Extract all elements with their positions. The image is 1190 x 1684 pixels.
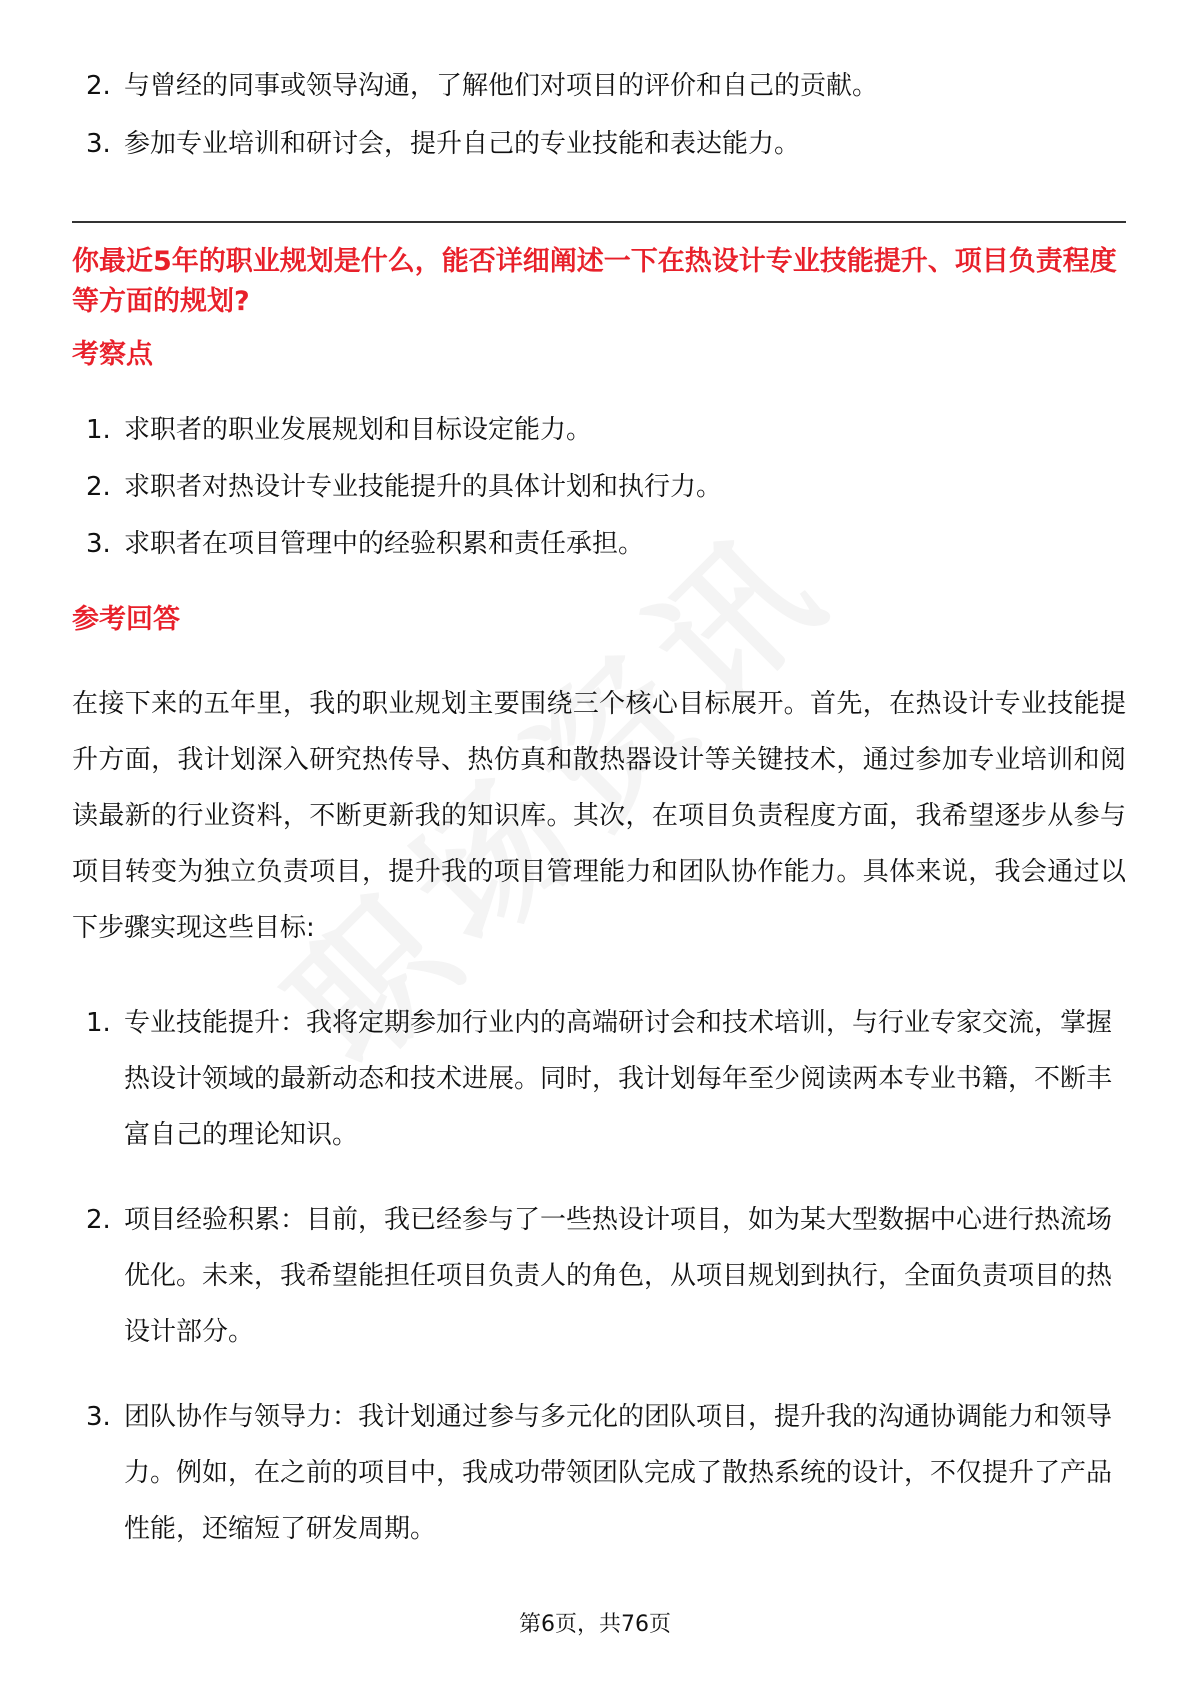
list-item	[86, 66, 1126, 106]
list-text: 求职者在项目管理中的经验积累和责任承担。	[124, 529, 645, 559]
list-item	[86, 124, 1126, 164]
answer-steps-list	[86, 995, 1126, 1586]
list-item	[86, 524, 1126, 564]
list-number: 2.	[86, 472, 111, 502]
reference-answer-paragraph: 在接下来的五年里，我的职业规划主要围绕三个核心目标展开。首先，在热设计专业技能提升方面，我计划深入研究热传导、热仿真和散热器设计等关键技术，通过参加专业培训和阅读最新的行业资料，不断更新我的知识库。其次，在项目负责程度方面，我希望逐步从参与项目转变为独立负责项目，提升我的项目管理能力和团队协作能力。具体来说，我会通过以下步骤实现这些目标:	[72, 689, 1126, 943]
list-text: 求职者对热设计专业技能提升的具体计划和执行力。	[124, 472, 723, 502]
list-item	[86, 1192, 1126, 1360]
list-text: 求职者的职业发展规划和目标设定能力。	[124, 415, 593, 445]
list-text: 项目经验积累：目前，我已经参与了一些热设计项目，如为某大型数据中心进行热流场优化。未来，我希望能担任项目负责人的角色，从项目规划到执行，全面负责项目的热设计部分。	[124, 1205, 1113, 1347]
page-number-footer: 第6页，共76页	[519, 1612, 671, 1637]
assessment-points-heading: 考察点	[72, 339, 153, 370]
interview-question: 你最近5年的职业规划是什么，能否详细阐述一下在热设计专业技能提升、项目负责程度等方面的规划?	[72, 246, 1117, 317]
reference-answer-heading: 参考回答	[72, 604, 180, 635]
list-text: 参加专业培训和研讨会，提升自己的专业技能和表达能力。	[124, 129, 801, 159]
list-number: 3.	[86, 1402, 111, 1432]
list-number: 1.	[86, 1008, 111, 1038]
list-item	[86, 410, 1126, 450]
list-number: 2.	[86, 71, 111, 101]
list-item	[86, 995, 1126, 1163]
list-item	[86, 1389, 1126, 1557]
list-text: 专业技能提升：我将定期参加行业内的高端研讨会和技术培训，与行业专家交流，掌握热设计领域的最新动态和技术进展。同时，我计划每年至少阅读两本专业书籍，不断丰富自己的理论知识。	[124, 1008, 1113, 1150]
list-number: 2.	[86, 1205, 111, 1235]
list-number: 3.	[86, 129, 111, 159]
continued-list	[86, 66, 1126, 182]
assessment-points-list	[86, 410, 1126, 581]
list-text: 团队协作与领导力：我计划通过参与多元化的团队项目，提升我的沟通协调能力和领导力。例如，在之前的项目中，我成功带领团队完成了散热系统的设计，不仅提升了产品性能，还缩短了研发周期。	[124, 1402, 1113, 1544]
list-number: 3.	[86, 529, 111, 559]
list-item	[86, 467, 1126, 507]
list-text: 与曾经的同事或领导沟通，了解他们对项目的评价和自己的贡献。	[124, 71, 879, 101]
section-divider	[72, 221, 1126, 223]
list-number: 1.	[86, 415, 111, 445]
